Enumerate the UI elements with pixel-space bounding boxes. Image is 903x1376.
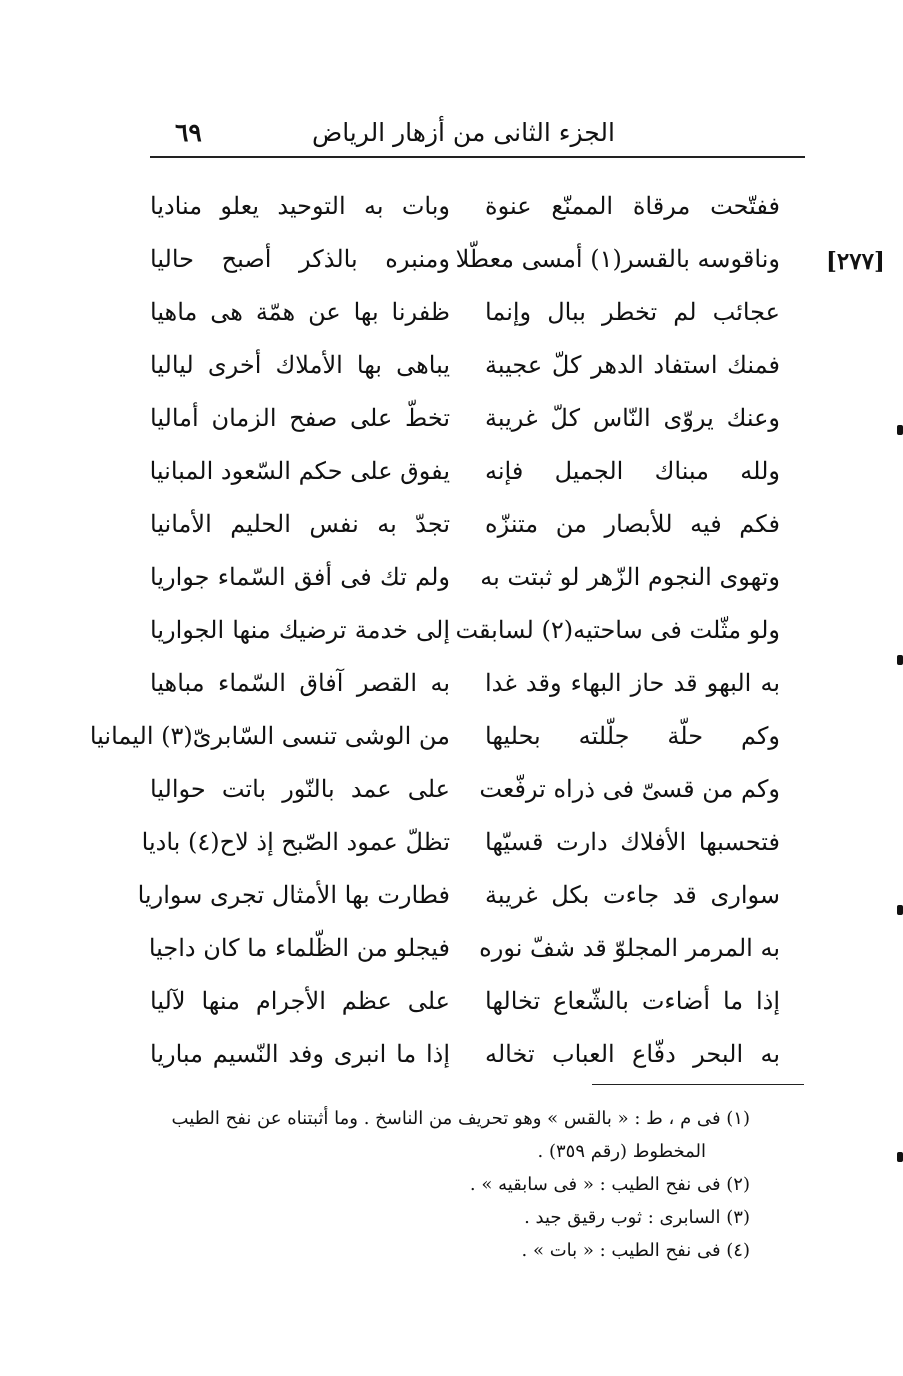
verse-first-hemistich: به البحر دفّاع العباب تخاله [485,1040,780,1068]
verse-second-hemistich: يباهى بها الأملاك أخرى لياليا [150,351,450,379]
verse-second-hemistich: تظلّ عمود الصّبح إذ لاح(٤) باديا [141,828,450,856]
verse-second-hemistich: من الوشى تنسى السّابرىّ(٣) اليمانيا [89,722,450,750]
footnote-2: (٢) فى نفح الطيب : « فى سابقيه » . [469,1174,750,1195]
verse-first-hemistich: وعنك يروّى النّاس كلّ غريبة [485,404,780,432]
page-number: ٦٩ [175,118,202,147]
verse-second-hemistich: إلى خدمة ترضيك منها الجواريا [150,616,450,644]
verse-second-hemistich: وبات به التوحيد يعلو مناديا [150,192,450,220]
running-header [150,112,805,158]
verse-first-hemistich: ولو مثّلت فى ساحتيه(٢) لسابقت [455,616,780,644]
verse-row [150,659,790,715]
verse-first-hemistich: ففتّحت مرقاة الممنّع عنوة [485,192,780,220]
verse-row [150,447,790,503]
verse-first-hemistich: فكم فيه للأبصار من متنزّه [485,510,780,538]
verse-first-hemistich: وكم حلّة جلّلته بحليها [485,722,780,750]
verse-second-hemistich: على عظم الأجرام منها لآليا [150,987,450,1015]
verse-second-hemistich: تجدّ به نفس الحليم الأمانيا [150,510,450,538]
verse-row [150,606,790,662]
footnote-separator [592,1084,804,1085]
verse-row [150,924,790,980]
verse-second-hemistich: ومنبره بالذكر أصبح حاليا [150,245,450,273]
verse-row [150,341,790,397]
footnotes [150,1102,750,1267]
verse-first-hemistich: وكم من قسىّ فى ذراه ترفّعت [479,775,780,803]
footnote-1: (١) فى م ، ط : « بالقس » وهو تحريف من الناسخ . وما أثبتناه عن نفح الطيب [171,1108,750,1129]
verse-second-hemistich: فيجلو من الظّلماء ما كان داجيا [148,934,450,962]
verse-second-hemistich: ظفرنا بها عن همّة هى ماهيا [150,298,450,326]
verse-second-hemistich: إذا ما انبرى وفد النّسيم مباريا [150,1040,450,1068]
scan-edge-mark [897,905,903,915]
header-title: الجزء الثانى من أزهار الرياض [311,118,615,147]
verse-first-hemistich: ولله مبناك الجميل فإنه [485,457,780,485]
verse-second-hemistich: على عمد بالنّور باتت حواليا [150,775,450,803]
verse-first-hemistich: فمنك استفاد الدهر كلّ عجيبة [485,351,780,379]
footnote-3: (٣) السابرى : ثوب رقيق جيد . [524,1207,750,1228]
verse-second-hemistich: تخطّ على صفح الزمان أماليا [150,404,450,432]
verse-row [150,288,790,344]
verse-row [89,712,790,768]
verse-row [150,500,790,556]
verse-second-hemistich: به القصر آفاق السّماء مباهيا [150,669,450,697]
verse-first-hemistich: سوارى قد جاءت بكل غريبة [485,881,780,909]
verse-first-hemistich: وتهوى النجوم الزّهر لو ثبتت به [480,563,780,591]
verse-first-hemistich: إذا ما أضاءت بالشّعاع تخالها [485,987,780,1015]
verse-row [150,977,790,1033]
scan-edge-mark [897,1152,903,1162]
verse-second-hemistich: ولم تك فى أفق السّماء جواريا [150,563,450,591]
verse-first-hemistich: به البهو قد حاز البهاء وقد غدا [485,669,780,697]
scan-edge-mark [897,655,903,665]
verse-first-hemistich: وناقوسه بالقسر(١) أمسى معطّلا [455,245,780,273]
verse-first-hemistich: فتحسبها الأفلاك دارت قسيّها [485,828,780,856]
verse-first-hemistich: به المرمر المجلوّ قد شفّ نوره [479,934,780,962]
verse-row [150,394,790,450]
verse-row [150,553,790,609]
verse-row [150,235,790,291]
verse-row [150,765,790,821]
verse-first-hemistich: عجائب لم تخطر ببال وإنما [485,298,780,326]
verse-row [150,182,790,238]
margin-reference-number: [٢٧٧] [826,248,885,275]
footnote-1-continuation: المخطوط (رقم ٣٥٩) . [537,1141,706,1162]
footnote-4: (٤) فى نفح الطيب : « بات » . [521,1240,750,1261]
scan-edge-mark [897,425,903,435]
verse-second-hemistich: يفوق على حكم السّعود المبانيا [149,457,450,485]
verse-row [141,818,790,874]
verse-row [137,871,790,927]
verse-second-hemistich: فطارت بها الأمثال تجرى سواريا [137,881,450,909]
verse-row [150,1030,790,1086]
